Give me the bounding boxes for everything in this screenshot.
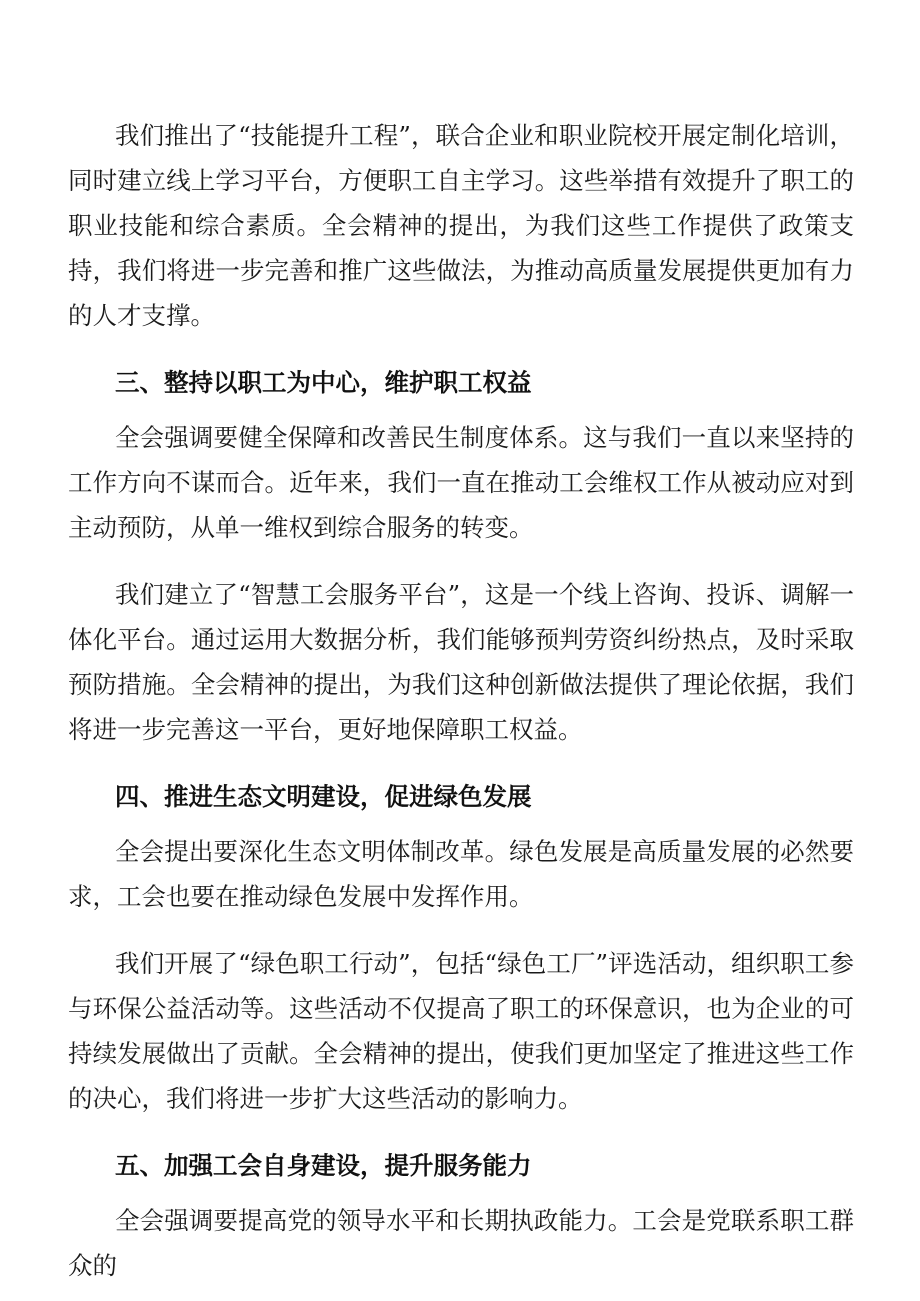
paragraph-livelihood-system: 全会强调要健全保障和改善民生制度体系。这与我们一直以来坚持的工作方向不谋而合。近年来，我们一直在推动工会维权工作从被动应对到主动预防，从单一维权到综合服务的转变。: [68, 423, 854, 542]
section-heading-3: 三、整持以职工为中心，维护职工权益: [115, 368, 532, 397]
paragraph-skills-program: 我们推出了“技能提升工程”，联合企业和职业院校开展定制化培训，同时建立线上学习平台，方便职工自主学习。这些举措有效提升了职工的职业技能和综合素质。全会精神的提出，为我们这些工作提供了政策支持，我们将进一步完善和推广这些做法，为推动高质量发展提供更加有力的人才支撑。: [68, 121, 854, 330]
section-heading-5: 五、加强工会自身建设，提升服务能力: [115, 1151, 532, 1180]
paragraph-party-leadership: 全会强调要提高党的领导水平和长期执政能力。工会是党联系职工群众的: [68, 1206, 854, 1280]
paragraph-ecological-reform: 全会提出要深化生态文明体制改革。绿色发展是高质量发展的必然要求，工会也要在推动绿色发展中发挥作用。: [68, 837, 854, 911]
document-body: [68, 113, 854, 1288]
section-heading-4: 四、推进生态文明建设，促进绿色发展: [115, 782, 532, 811]
paragraph-smart-union-platform: 我们建立了“智慧工会服务平台”，这是一个线上咨询、投诉、调解一体化平台。通过运用大数据分析，我们能够预判劳资纠纷热点，及时采取预防措施。全会精神的提出，为我们这种创新做法提供了理论依据，我们将进一步完善这一平台，更好地保障职工权益。: [68, 580, 854, 744]
paragraph-green-worker-action: 我们开展了“绿色职工行动”，包括“绿色工厂”评选活动，组织职工参与环保公益活动等。这些活动不仅提高了职工的环保意识，也为企业的可持续发展做出了贡献。全会精神的提出，使我们更加坚定了推进这些工作的决心，我们将进一步扩大这些活动的影响力。: [68, 949, 854, 1113]
